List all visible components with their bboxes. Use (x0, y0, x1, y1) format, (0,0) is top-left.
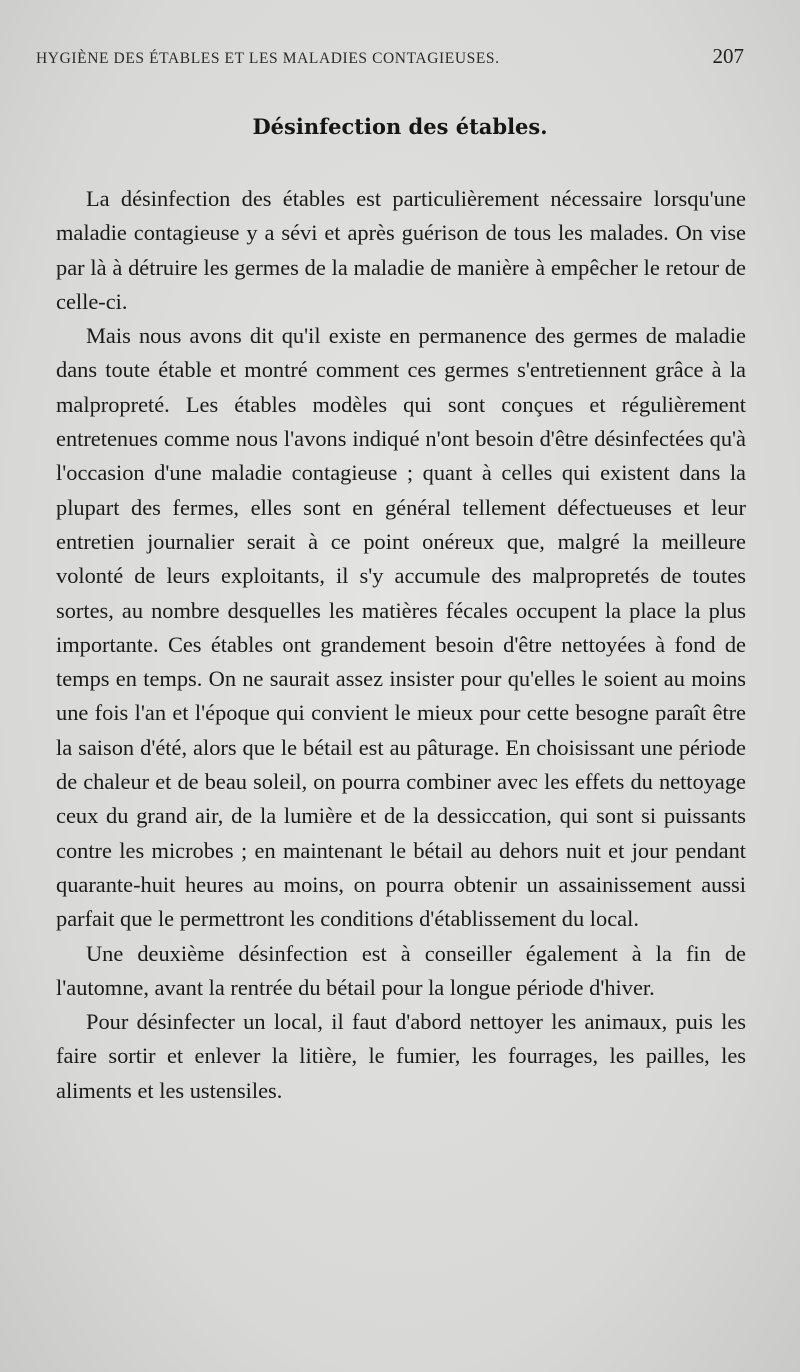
running-head (36, 44, 744, 72)
paragraph: La désinfection des étables est particulièrement nécessaire lorsqu'une maladie contagieuse y a sévi et après guérison de tous les malades. On vise par là à détruire les germes de la maladie de manière à empêcher le retour de celle-ci. (56, 186, 746, 314)
paragraph: Une deuxième désinfection est à conseiller également à la fin de l'automne, avant la rentrée du bétail pour la longue période d'hiver. (56, 940, 746, 1000)
paragraph: Pour désinfecter un local, il faut d'abord nettoyer les animaux, puis les faire sortir et enlever la litière, le fumier, les fourrages, les pailles, les aliments et les ustensiles. (56, 1009, 746, 1103)
paragraph: Mais nous avons dit qu'il existe en permanence des germes de maladie dans toute étable et montré comment ces germes s'entretiennent grâce à la malpropreté. Les étables modèles qui sont conçues et régulièrement entretenues comme nous l'avons indiqué n'ont besoin d'être désinfectées qu'à l'occasion d'une maladie contagieuse ; quant à celles qui existent dans la plupart des fermes, elles sont en général tellement défectueuses et leur entretien journalier serait à ce point onéreux que, malgré la meilleure volonté de leurs exploitants, il s'y accumule des malpropretés de toutes sortes, au nombre desquelles les matières fécales occupent la place la plus importante. Ces étables ont grandement besoin d'être nettoyées à fond de temps en temps. On ne saurait assez insister pour qu'elles le soient au moins une fois l'an et l'époque qui convient le mieux pour cette besogne paraît être la saison d'été, alors que le bétail est au pâturage. En choisissant une période de chaleur et de beau soleil, on pourra combiner avec les effets du nettoyage ceux du grand air, de la lumière et de la dessiccation, qui sont si puissants contre les microbes ; en maintenant le bétail au dehors nuit et jour pendant quarante-huit heures au moins, on pourra obtenir un assainissement aussi parfait que le permettront les conditions d'établissement du local. (56, 323, 746, 932)
page-number: 207 (712, 44, 744, 68)
section-title: Désinfection des étables. (252, 114, 548, 139)
body-text (56, 182, 746, 1108)
running-title: HYGIÈNE DES ÉTABLES ET LES MALADIES CONTAGIEUSES. (36, 50, 500, 67)
